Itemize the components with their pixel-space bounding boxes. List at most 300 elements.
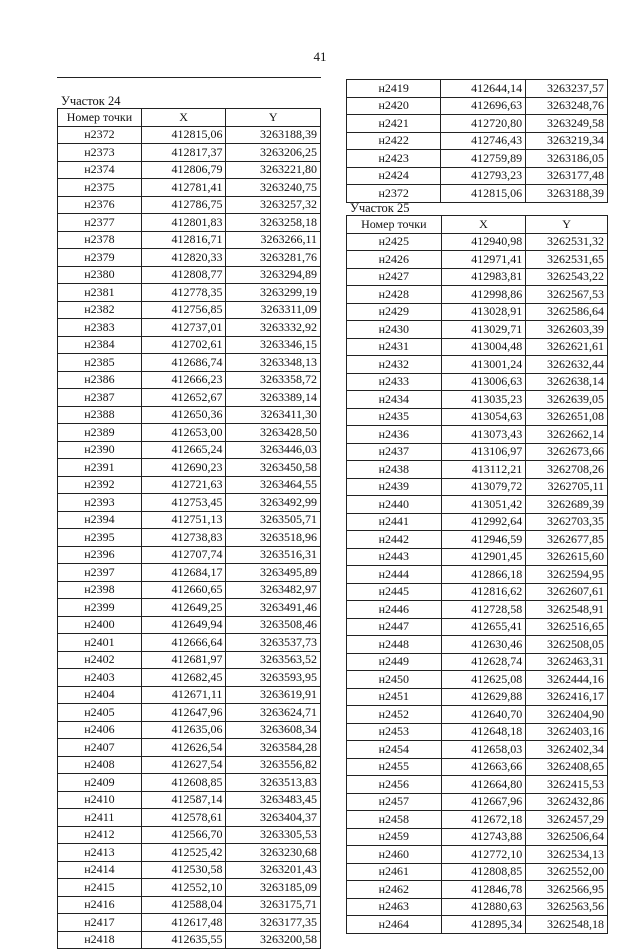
- x-coordinate-cell: 413028,91: [441, 303, 526, 321]
- x-coordinate-cell: 413054,63: [441, 408, 526, 426]
- y-coordinate-cell: 3262708,26: [526, 461, 608, 479]
- point-number-cell: н2428: [347, 286, 442, 304]
- y-coordinate-cell: 3262639,05: [526, 391, 608, 409]
- x-coordinate-cell: 412992,64: [441, 513, 526, 531]
- y-coordinate-cell: 3263258,18: [226, 214, 321, 232]
- table-row: [347, 531, 608, 549]
- point-number-cell: н2376: [58, 196, 142, 214]
- point-number-cell: н2374: [58, 161, 142, 179]
- x-coordinate-cell: 412566,70: [141, 826, 226, 844]
- y-coordinate-cell: 3262621,61: [526, 338, 608, 356]
- y-coordinate-cell: 3263584,28: [226, 739, 321, 757]
- point-number-cell: н2395: [58, 529, 142, 547]
- y-coordinate-cell: 3263240,75: [226, 179, 321, 197]
- x-coordinate-cell: 412635,55: [141, 931, 226, 949]
- point-number-cell: н2437: [347, 443, 442, 461]
- table-body: [58, 126, 321, 949]
- x-coordinate-cell: 412552,10: [141, 879, 226, 897]
- y-coordinate-cell: 3262705,11: [526, 478, 608, 496]
- table-row: [58, 354, 321, 372]
- point-number-cell: н2388: [58, 406, 142, 424]
- table-row: [58, 809, 321, 827]
- point-number-cell: н2372: [58, 126, 142, 144]
- table-row: [347, 167, 608, 185]
- table-row: [58, 791, 321, 809]
- x-coordinate-cell: 412946,59: [441, 531, 526, 549]
- point-number-cell: н2385: [58, 354, 142, 372]
- table-row: [58, 214, 321, 232]
- y-coordinate-cell: 3263219,34: [526, 132, 608, 150]
- point-number-cell: н2397: [58, 564, 142, 582]
- point-number-cell: н2425: [347, 233, 442, 251]
- y-coordinate-cell: 3263358,72: [226, 371, 321, 389]
- point-number-cell: н2430: [347, 321, 442, 339]
- table-row: [347, 863, 608, 881]
- y-coordinate-cell: 3263237,57: [526, 80, 608, 98]
- table-row: [58, 581, 321, 599]
- x-coordinate-cell: 412880,63: [441, 898, 526, 916]
- y-coordinate-cell: 3263404,37: [226, 809, 321, 827]
- y-coordinate-cell: 3262516,65: [526, 618, 608, 636]
- point-number-cell: н2405: [58, 704, 142, 722]
- point-number-cell: н2441: [347, 513, 442, 531]
- y-coordinate-cell: 3263185,09: [226, 879, 321, 897]
- y-coordinate-cell: 3263492,99: [226, 494, 321, 512]
- point-number-cell: н2413: [58, 844, 142, 862]
- point-number-cell: н2394: [58, 511, 142, 529]
- y-coordinate-cell: 3262607,61: [526, 583, 608, 601]
- y-coordinate-cell: 3262416,17: [526, 688, 608, 706]
- point-number-cell: н2439: [347, 478, 442, 496]
- point-number-cell: н2429: [347, 303, 442, 321]
- point-number-cell: н2460: [347, 846, 442, 864]
- y-coordinate-cell: 3263230,68: [226, 844, 321, 862]
- y-coordinate-cell: 3263257,32: [226, 196, 321, 214]
- y-coordinate-cell: 3262563,56: [526, 898, 608, 916]
- table-row: [58, 756, 321, 774]
- header-y: Y: [226, 109, 321, 127]
- point-number-cell: н2449: [347, 653, 442, 671]
- x-coordinate-cell: 412781,41: [141, 179, 226, 197]
- x-coordinate-cell: 412629,88: [441, 688, 526, 706]
- table-header-row: [347, 216, 608, 234]
- y-coordinate-cell: 3263249,58: [526, 115, 608, 133]
- x-coordinate-cell: 412650,36: [141, 406, 226, 424]
- x-coordinate-cell: 412756,85: [141, 301, 226, 319]
- x-coordinate-cell: 412815,06: [441, 185, 526, 203]
- coordinates-table: [57, 108, 321, 949]
- point-number-cell: н2393: [58, 494, 142, 512]
- point-number-cell: н2458: [347, 811, 442, 829]
- point-number-cell: н2401: [58, 634, 142, 652]
- y-coordinate-cell: 3262548,91: [526, 601, 608, 619]
- point-number-cell: н2408: [58, 756, 142, 774]
- x-coordinate-cell: 412649,94: [141, 616, 226, 634]
- table-row: [347, 233, 608, 251]
- x-coordinate-cell: 413029,71: [441, 321, 526, 339]
- x-coordinate-cell: 412655,41: [441, 618, 526, 636]
- table-row: [58, 721, 321, 739]
- point-number-cell: н2377: [58, 214, 142, 232]
- x-coordinate-cell: 412684,17: [141, 564, 226, 582]
- table-row: [347, 150, 608, 168]
- x-coordinate-cell: 412660,65: [141, 581, 226, 599]
- y-coordinate-cell: 3262531,32: [526, 233, 608, 251]
- point-number-cell: н2438: [347, 461, 442, 479]
- table-row: [347, 268, 608, 286]
- point-number-cell: н2400: [58, 616, 142, 634]
- x-coordinate-cell: 412525,42: [141, 844, 226, 862]
- point-number-cell: н2450: [347, 671, 442, 689]
- y-coordinate-cell: 3262457,29: [526, 811, 608, 829]
- coordinates-table: [346, 215, 608, 934]
- point-number-cell: н2415: [58, 879, 142, 897]
- table-row: [347, 653, 608, 671]
- x-coordinate-cell: 412808,77: [141, 266, 226, 284]
- x-coordinate-cell: 412751,13: [141, 511, 226, 529]
- x-coordinate-cell: 412817,37: [141, 144, 226, 162]
- x-coordinate-cell: 412608,85: [141, 774, 226, 792]
- table-row: [347, 601, 608, 619]
- x-coordinate-cell: 412681,97: [141, 651, 226, 669]
- x-coordinate-cell: 413001,24: [441, 356, 526, 374]
- x-coordinate-cell: 412663,66: [441, 758, 526, 776]
- x-coordinate-cell: 412793,23: [441, 167, 526, 185]
- table-row: [347, 286, 608, 304]
- point-number-cell: н2454: [347, 741, 442, 759]
- table-row: [347, 338, 608, 356]
- x-coordinate-cell: 412644,14: [441, 80, 526, 98]
- table-row: [58, 196, 321, 214]
- table-row: [58, 179, 321, 197]
- y-coordinate-cell: 3262677,85: [526, 531, 608, 549]
- x-coordinate-cell: 412743,88: [441, 828, 526, 846]
- table-row: [58, 459, 321, 477]
- y-coordinate-cell: 3263411,30: [226, 406, 321, 424]
- table-row: [58, 529, 321, 547]
- table-row: [347, 583, 608, 601]
- table-row: [347, 303, 608, 321]
- y-coordinate-cell: 3262543,22: [526, 268, 608, 286]
- y-coordinate-cell: 3263266,11: [226, 231, 321, 249]
- y-coordinate-cell: 3263346,15: [226, 336, 321, 354]
- x-coordinate-cell: 412808,85: [441, 863, 526, 881]
- y-coordinate-cell: 3262508,05: [526, 636, 608, 654]
- y-coordinate-cell: 3263593,95: [226, 669, 321, 687]
- horizontal-rule: [57, 77, 321, 78]
- point-number-cell: н2448: [347, 636, 442, 654]
- table-row: [58, 616, 321, 634]
- point-number-cell: н2375: [58, 179, 142, 197]
- x-coordinate-cell: 412630,46: [441, 636, 526, 654]
- table-row: [347, 115, 608, 133]
- y-coordinate-cell: 3263464,55: [226, 476, 321, 494]
- y-coordinate-cell: 3263624,71: [226, 704, 321, 722]
- y-coordinate-cell: 3263200,58: [226, 931, 321, 949]
- y-coordinate-cell: 3262651,08: [526, 408, 608, 426]
- y-coordinate-cell: 3263446,03: [226, 441, 321, 459]
- table-row: [347, 97, 608, 115]
- y-coordinate-cell: 3263177,35: [226, 914, 321, 932]
- x-coordinate-cell: 412682,45: [141, 669, 226, 687]
- table-row: [58, 284, 321, 302]
- table-row: [58, 634, 321, 652]
- x-coordinate-cell: 412664,80: [441, 776, 526, 794]
- x-coordinate-cell: 412652,67: [141, 389, 226, 407]
- point-number-cell: н2435: [347, 408, 442, 426]
- table-row: [58, 266, 321, 284]
- point-number-cell: н2380: [58, 266, 142, 284]
- y-coordinate-cell: 3263188,39: [526, 185, 608, 203]
- table-row: [58, 371, 321, 389]
- table-row: [58, 931, 321, 949]
- table-row: [58, 511, 321, 529]
- point-number-cell: н2402: [58, 651, 142, 669]
- x-coordinate-cell: 412647,96: [141, 704, 226, 722]
- x-coordinate-cell: 412666,23: [141, 371, 226, 389]
- point-number-cell: н2453: [347, 723, 442, 741]
- table-row: [58, 476, 321, 494]
- point-number-cell: н2396: [58, 546, 142, 564]
- point-number-cell: н2444: [347, 566, 442, 584]
- point-number-cell: н2426: [347, 251, 442, 269]
- x-coordinate-cell: 413004,48: [441, 338, 526, 356]
- table-row: [58, 144, 321, 162]
- left-column: [57, 94, 321, 949]
- table-row: [347, 636, 608, 654]
- table-row: [347, 321, 608, 339]
- x-coordinate-cell: 412772,10: [441, 846, 526, 864]
- y-coordinate-cell: 3262638,14: [526, 373, 608, 391]
- point-number-cell: н2398: [58, 581, 142, 599]
- point-number-cell: н2404: [58, 686, 142, 704]
- y-coordinate-cell: 3263332,92: [226, 319, 321, 337]
- y-coordinate-cell: 3263188,39: [226, 126, 321, 144]
- y-coordinate-cell: 3262567,53: [526, 286, 608, 304]
- point-number-cell: н2387: [58, 389, 142, 407]
- table-row: [58, 669, 321, 687]
- table-row: [347, 251, 608, 269]
- header-x: X: [441, 216, 526, 234]
- x-coordinate-cell: 412998,86: [441, 286, 526, 304]
- point-number-cell: н2423: [347, 150, 441, 168]
- y-coordinate-cell: 3263311,09: [226, 301, 321, 319]
- point-number-cell: н2392: [58, 476, 142, 494]
- x-coordinate-cell: 412786,75: [141, 196, 226, 214]
- point-number-cell: н2462: [347, 881, 442, 899]
- y-coordinate-cell: 3263175,71: [226, 896, 321, 914]
- table-row: [347, 548, 608, 566]
- x-coordinate-cell: 412667,96: [441, 793, 526, 811]
- table-row: [347, 706, 608, 724]
- header-x: X: [141, 109, 226, 127]
- table-row: [347, 671, 608, 689]
- y-coordinate-cell: 3263505,71: [226, 511, 321, 529]
- header-point-number: Номер точки: [58, 109, 142, 127]
- table-row: [58, 599, 321, 617]
- table-row: [58, 126, 321, 144]
- table-row: [58, 249, 321, 267]
- x-coordinate-cell: 412625,08: [441, 671, 526, 689]
- table-row: [347, 916, 608, 934]
- point-number-cell: н2409: [58, 774, 142, 792]
- point-number-cell: н2389: [58, 424, 142, 442]
- y-coordinate-cell: 3262615,60: [526, 548, 608, 566]
- table-row: [347, 846, 608, 864]
- coordinates-table-continuation: [346, 79, 608, 203]
- x-coordinate-cell: 413073,43: [441, 426, 526, 444]
- point-number-cell: н2378: [58, 231, 142, 249]
- table-row: [58, 686, 321, 704]
- point-number-cell: н2373: [58, 144, 142, 162]
- point-number-cell: н2416: [58, 896, 142, 914]
- table-row: [347, 356, 608, 374]
- x-coordinate-cell: 412983,81: [441, 268, 526, 286]
- x-coordinate-cell: 412816,62: [441, 583, 526, 601]
- table-row: [58, 319, 321, 337]
- table-row: [347, 811, 608, 829]
- point-number-cell: н2414: [58, 861, 142, 879]
- table-row: [347, 758, 608, 776]
- table-row: [347, 132, 608, 150]
- table-row: [58, 651, 321, 669]
- y-coordinate-cell: 3263248,76: [526, 97, 608, 115]
- x-coordinate-cell: 412530,58: [141, 861, 226, 879]
- table-row: [58, 441, 321, 459]
- x-coordinate-cell: 412720,80: [441, 115, 526, 133]
- y-coordinate-cell: 3263508,46: [226, 616, 321, 634]
- x-coordinate-cell: 412690,23: [141, 459, 226, 477]
- table-row: [58, 879, 321, 897]
- table-row: [58, 336, 321, 354]
- y-coordinate-cell: 3263221,80: [226, 161, 321, 179]
- table-row: [58, 231, 321, 249]
- point-number-cell: н2440: [347, 496, 442, 514]
- table-row: [347, 391, 608, 409]
- point-number-cell: н2391: [58, 459, 142, 477]
- x-coordinate-cell: 412578,61: [141, 809, 226, 827]
- table-row: [58, 826, 321, 844]
- x-coordinate-cell: 413051,42: [441, 496, 526, 514]
- table-row: [58, 739, 321, 757]
- point-number-cell: н2411: [58, 809, 142, 827]
- y-coordinate-cell: 3263483,45: [226, 791, 321, 809]
- point-number-cell: н2403: [58, 669, 142, 687]
- table-row: [58, 494, 321, 512]
- y-coordinate-cell: 3263495,89: [226, 564, 321, 582]
- point-number-cell: н2390: [58, 441, 142, 459]
- y-coordinate-cell: 3263206,25: [226, 144, 321, 162]
- right-top-column: [346, 79, 608, 203]
- table-body: [347, 233, 608, 933]
- y-coordinate-cell: 3262586,64: [526, 303, 608, 321]
- table-row: [347, 881, 608, 899]
- table-row: [58, 774, 321, 792]
- point-number-cell: н2399: [58, 599, 142, 617]
- point-number-cell: н2418: [58, 931, 142, 949]
- table-row: [347, 443, 608, 461]
- y-coordinate-cell: 3263491,46: [226, 599, 321, 617]
- table-row: [347, 513, 608, 531]
- x-coordinate-cell: 412753,45: [141, 494, 226, 512]
- point-number-cell: н2442: [347, 531, 442, 549]
- point-number-cell: н2433: [347, 373, 442, 391]
- y-coordinate-cell: 3262463,31: [526, 653, 608, 671]
- y-coordinate-cell: 3262548,18: [526, 916, 608, 934]
- x-coordinate-cell: 412895,34: [441, 916, 526, 934]
- y-coordinate-cell: 3263177,48: [526, 167, 608, 185]
- table-row: [347, 185, 608, 203]
- point-number-cell: н2383: [58, 319, 142, 337]
- table-row: [347, 461, 608, 479]
- table-row: [347, 408, 608, 426]
- table-row: [347, 80, 608, 98]
- y-coordinate-cell: 3263513,83: [226, 774, 321, 792]
- x-coordinate-cell: 412665,24: [141, 441, 226, 459]
- point-number-cell: н2445: [347, 583, 442, 601]
- x-coordinate-cell: 413035,23: [441, 391, 526, 409]
- x-coordinate-cell: 412627,54: [141, 756, 226, 774]
- point-number-cell: н2451: [347, 688, 442, 706]
- table-row: [347, 496, 608, 514]
- y-coordinate-cell: 3262603,39: [526, 321, 608, 339]
- y-coordinate-cell: 3263428,50: [226, 424, 321, 442]
- table-row: [58, 914, 321, 932]
- x-coordinate-cell: 412801,83: [141, 214, 226, 232]
- point-number-cell: н2463: [347, 898, 442, 916]
- table-row: [347, 828, 608, 846]
- table-body: [347, 80, 608, 203]
- y-coordinate-cell: 3263299,19: [226, 284, 321, 302]
- right-column: [346, 201, 608, 934]
- table-row: [58, 704, 321, 722]
- x-coordinate-cell: 412653,00: [141, 424, 226, 442]
- x-coordinate-cell: 412672,18: [441, 811, 526, 829]
- point-number-cell: н2436: [347, 426, 442, 444]
- x-coordinate-cell: 412820,33: [141, 249, 226, 267]
- y-coordinate-cell: 3263348,13: [226, 354, 321, 372]
- point-number-cell: н2406: [58, 721, 142, 739]
- y-coordinate-cell: 3262403,16: [526, 723, 608, 741]
- point-number-cell: н2417: [58, 914, 142, 932]
- point-number-cell: н2422: [347, 132, 441, 150]
- point-number-cell: н2452: [347, 706, 442, 724]
- y-coordinate-cell: 3263619,91: [226, 686, 321, 704]
- point-number-cell: н2381: [58, 284, 142, 302]
- y-coordinate-cell: 3263482,97: [226, 581, 321, 599]
- point-number-cell: н2427: [347, 268, 442, 286]
- x-coordinate-cell: 412901,45: [441, 548, 526, 566]
- y-coordinate-cell: 3262673,66: [526, 443, 608, 461]
- y-coordinate-cell: 3262402,34: [526, 741, 608, 759]
- table-row: [347, 566, 608, 584]
- x-coordinate-cell: 413112,21: [441, 461, 526, 479]
- y-coordinate-cell: 3263450,58: [226, 459, 321, 477]
- point-number-cell: н2456: [347, 776, 442, 794]
- point-number-cell: н2382: [58, 301, 142, 319]
- table-row: [58, 301, 321, 319]
- point-number-cell: н2410: [58, 791, 142, 809]
- table-row: [58, 844, 321, 862]
- y-coordinate-cell: 3262531,65: [526, 251, 608, 269]
- point-number-cell: н2459: [347, 828, 442, 846]
- x-coordinate-cell: 412728,58: [441, 601, 526, 619]
- x-coordinate-cell: 412806,79: [141, 161, 226, 179]
- table-header-row: [58, 109, 321, 127]
- section-title: Участок 24: [61, 94, 121, 108]
- table-row: [58, 424, 321, 442]
- x-coordinate-cell: 412648,18: [441, 723, 526, 741]
